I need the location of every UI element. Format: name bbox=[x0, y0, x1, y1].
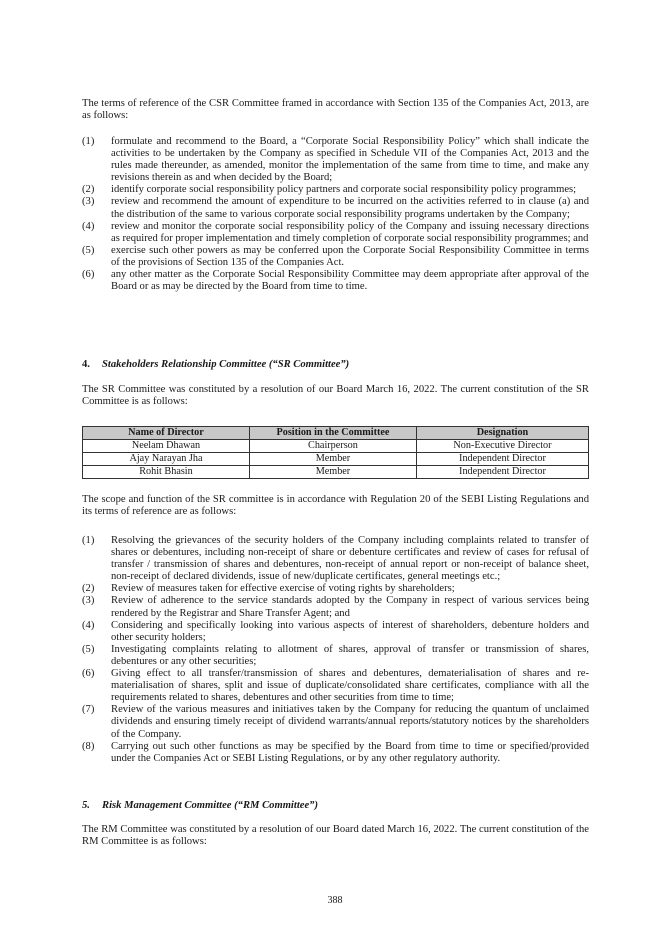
list-item: (4) review and monitor the corporate social responsibility policy of the Company and issuing necessary directions as required for proper implementation and timely completion of corporate social responsibility programmes; and bbox=[82, 220, 589, 244]
list-item: (5) Investigating complaints relating to allotment of shares, approval of transfer or transmission of shares, debentures or any other securities; bbox=[82, 643, 589, 667]
list-item: (1) Resolving the grievances of the security holders of the Company including complaints related to transfer of shares or debentures, including non-receipt of share or debenture certificates and review of cases for refusal of transfer / transmission of shares and debentures, non-receipt of annual report or non-receipt of balance sheet, non-receipt of declared dividends, issue of new/duplicate certificates, general meetings etc.; bbox=[82, 535, 589, 583]
list-item: (4) Considering and specifically looking into various aspects of interest of shareholders, debenture holders and other security holders; bbox=[82, 619, 589, 643]
sr-section-heading: 4. Stakeholders Relationship Committee (“SR Committee”) bbox=[82, 359, 350, 370]
sr-committee-table bbox=[82, 426, 589, 479]
list-item: (3) review and recommend the amount of expenditure to be incurred on the activities referred to in clause (a) and the distribution of the same to various corporate social responsibility programs undertaken by the Company; bbox=[82, 196, 589, 220]
list-item: (5) exercise such other powers as may be conferred upon the Corporate Social Responsibility Committee in terms of the provisions of Section 135 of the Companies Act. bbox=[82, 244, 589, 268]
list-item: (7) Review of the various measures and initiatives taken by the Company for reducing the quantum of unclaimed dividends and ensuring timely receipt of dividend warrants/annual reports/statutory notices by the shareholders of the Company. bbox=[82, 704, 589, 740]
table-row: Neelam Dhawan Chairperson Non-Executive Director bbox=[83, 440, 589, 453]
list-item: (2) identify corporate social responsibility policy partners and corporate social responsibility policy programmes; bbox=[82, 184, 577, 196]
table-row: Ajay Narayan Jha Member Independent Director bbox=[83, 453, 589, 466]
table-header-row bbox=[83, 427, 589, 440]
list-item: (1) formulate and recommend to the Board, a “Corporate Social Responsibility Policy” which shall indicate the activities to be undertaken by the Company as specified in Schedule VII of the Companies Act, 2013 and the rules made thereunder, as amended, monitor the implementation of the same from time to time, and make any revisions therein as and when decided by the Board; bbox=[82, 136, 589, 184]
csr-intro: The terms of reference of the CSR Committee framed in accordance with Section 135 of the Companies Act, 2013, are as follows: bbox=[82, 98, 589, 122]
page-number: 388 bbox=[327, 895, 343, 906]
list-item: (6) any other matter as the Corporate Social Responsibility Committee may deem appropriate after approval of the Board or as may be directed by the Board from time to time. bbox=[82, 269, 589, 293]
column-header: Designation bbox=[416, 427, 588, 440]
sr-terms-list bbox=[82, 535, 589, 765]
column-header: Position in the Committee bbox=[249, 427, 416, 440]
rm-section-heading: 5. Risk Management Committee (“RM Committee”) bbox=[82, 800, 318, 811]
list-item: (6) Giving effect to all transfer/transmission of shares and debentures, dematerialisation of shares and re-materialisation of shares, split and issue of duplicate/consolidated share certificates, compliance with all the requirements related to shares, debentures and other securities from time to time; bbox=[82, 668, 589, 704]
sr-scope: The scope and function of the SR committee is in accordance with Regulation 20 of the SEBI Listing Regulations and its terms of reference are as follows: bbox=[82, 494, 589, 518]
rm-intro: The RM Committee was constituted by a resolution of our Board dated March 16, 2022. The current constitution of the RM Committee is as follows: bbox=[82, 824, 589, 848]
sr-intro: The SR Committee was constituted by a resolution of our Board March 16, 2022. The current constitution of the SR Committee is as follows: bbox=[82, 384, 589, 408]
table-row: Rohit Bhasin Member Independent Director bbox=[83, 466, 589, 479]
list-item: (8) Carrying out such other functions as may be specified by the Board from time to time or specified/provided under the Companies Act or SEBI Listing Regulations, or by any other regulatory authority. bbox=[82, 740, 589, 764]
csr-terms-list bbox=[82, 136, 589, 293]
list-item: (3) Review of adherence to the service standards adopted by the Company in respect of various services being rendered by the Registrar and Share Transfer Agent; and bbox=[82, 595, 589, 619]
column-header: Name of Director bbox=[83, 427, 250, 440]
list-item: (2) Review of measures taken for effective exercise of voting rights by shareholders; bbox=[82, 583, 455, 595]
